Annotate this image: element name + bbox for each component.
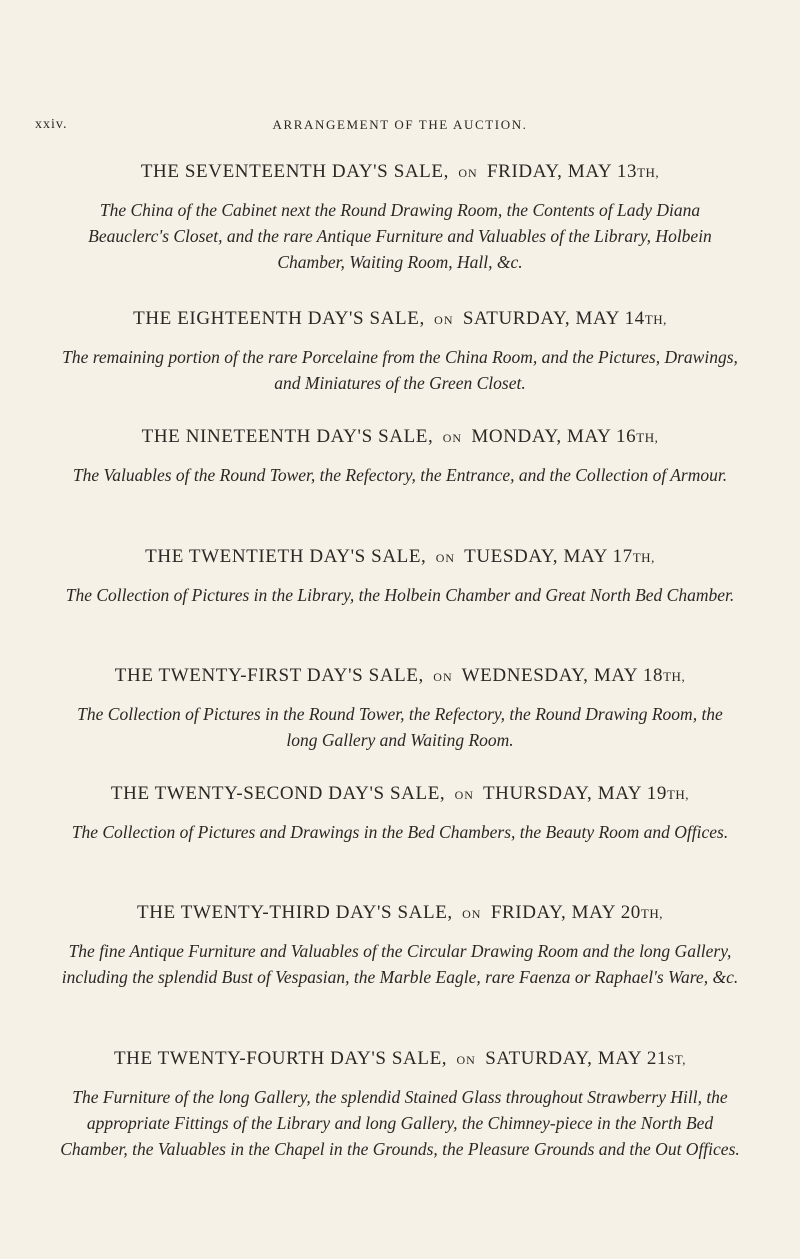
sale-on: ON [456, 1053, 476, 1067]
sale-title: THE NINETEENTH DAY'S SALE, [141, 426, 434, 447]
sale-on: ON [454, 788, 474, 802]
sale-heading [60, 782, 740, 807]
sale-heading [60, 664, 740, 689]
running-head [0, 117, 800, 137]
sale-section-23 [60, 901, 740, 990]
sale-description: The Collection of Pictures and Drawings in the Bed Chambers, the Beauty Room and Offices. [71, 822, 729, 842]
sale-description: The Furniture of the long Gallery, the splendid Stained Glass throughout Strawberry Hill, the appropriate Fittings of the Library and long Gallery, the Chimney-piece in the North Bed Chamber, the Valuables in the Chapel in the Grounds, the Pleasure Grounds and the Out Offices. [60, 1087, 740, 1159]
sale-heading [60, 1047, 740, 1072]
sale-on: ON [434, 313, 454, 327]
sale-description: The remaining portion of the rare Porcelaine from the China Room, and the Pictures, Drawings, and Miniatures of the Green Closet. [62, 347, 738, 393]
sale-day: FRIDAY, MAY 13 [487, 161, 638, 182]
sale-ordinal: TH, [666, 787, 690, 802]
sale-title: THE TWENTY-FOURTH DAY'S SALE, [113, 1048, 448, 1069]
sale-heading [60, 307, 740, 332]
sale-day: SATURDAY, MAY 14 [462, 308, 645, 329]
sale-title: THE TWENTY-THIRD DAY'S SALE, [137, 902, 453, 923]
sale-on: ON [435, 551, 456, 565]
sale-day: MONDAY, MAY 16 [471, 426, 637, 447]
sale-ordinal: TH, [632, 550, 655, 565]
sale-section-21 [60, 664, 740, 753]
sale-title: THE TWENTY-SECOND DAY'S SALE, [110, 783, 446, 804]
sale-description: The Valuables of the Round Tower, the Refectory, the Entrance, and the Collection of Armour. [72, 465, 728, 485]
sale-heading [60, 425, 740, 450]
sale-ordinal: TH, [644, 312, 667, 327]
sale-ordinal: TH, [637, 165, 660, 180]
sale-day: TUESDAY, MAY 17 [464, 546, 633, 567]
sale-title: THE TWENTY-FIRST DAY'S SALE, [114, 665, 424, 686]
sale-heading [60, 545, 740, 570]
sale-section-19 [60, 425, 740, 488]
sale-section-18 [60, 307, 740, 396]
sale-day: FRIDAY, MAY 20 [490, 902, 641, 923]
sale-section-24 [60, 1047, 740, 1162]
sale-heading [60, 901, 740, 926]
sale-description: The Collection of Pictures in the Library, the Holbein Chamber and Great North Bed Chamber. [65, 585, 735, 605]
sale-day: THURSDAY, MAY 19 [482, 783, 667, 804]
sale-title: THE EIGHTEENTH DAY'S SALE, [133, 308, 425, 329]
page-number: xxiv. [35, 117, 68, 132]
sale-description: The China of the Cabinet next the Round Drawing Room, the Contents of Lady Diana Beauclerc's Closet, and the rare Antique Furniture and Valuables of the Library, Holbein Chamber, Waiting Room, Hall, &c. [88, 200, 712, 272]
sale-description: The Collection of Pictures in the Round Tower, the Refectory, the Round Drawing Room, the long Gallery and Waiting Room. [77, 704, 723, 750]
sale-ordinal: ST, [667, 1052, 687, 1067]
sale-on: ON [458, 166, 478, 180]
sale-on: ON [433, 670, 453, 684]
sale-section-22 [60, 782, 740, 845]
sale-ordinal: TH, [636, 430, 659, 445]
sale-title: THE TWENTIETH DAY'S SALE, [145, 546, 427, 567]
sale-description: The fine Antique Furniture and Valuables of the Circular Drawing Room and the long Gallery, including the splendid Bust of Vespasian, the Marble Eagle, rare Faenza or Raphael's Ware, &c. [61, 941, 739, 987]
sale-section-20 [60, 545, 740, 608]
sale-day: SATURDAY, MAY 21 [485, 1048, 668, 1069]
running-title: ARRANGEMENT OF THE AUCTION. [272, 117, 528, 132]
sale-day: WEDNESDAY, MAY 18 [461, 665, 664, 686]
sale-on: ON [462, 907, 482, 921]
sale-section-17 [60, 160, 740, 275]
sale-on: ON [442, 431, 463, 445]
sale-heading [60, 160, 740, 185]
sale-ordinal: TH, [663, 669, 686, 684]
sale-ordinal: TH, [640, 906, 663, 921]
sale-title: THE SEVENTEENTH DAY'S SALE, [140, 161, 449, 182]
